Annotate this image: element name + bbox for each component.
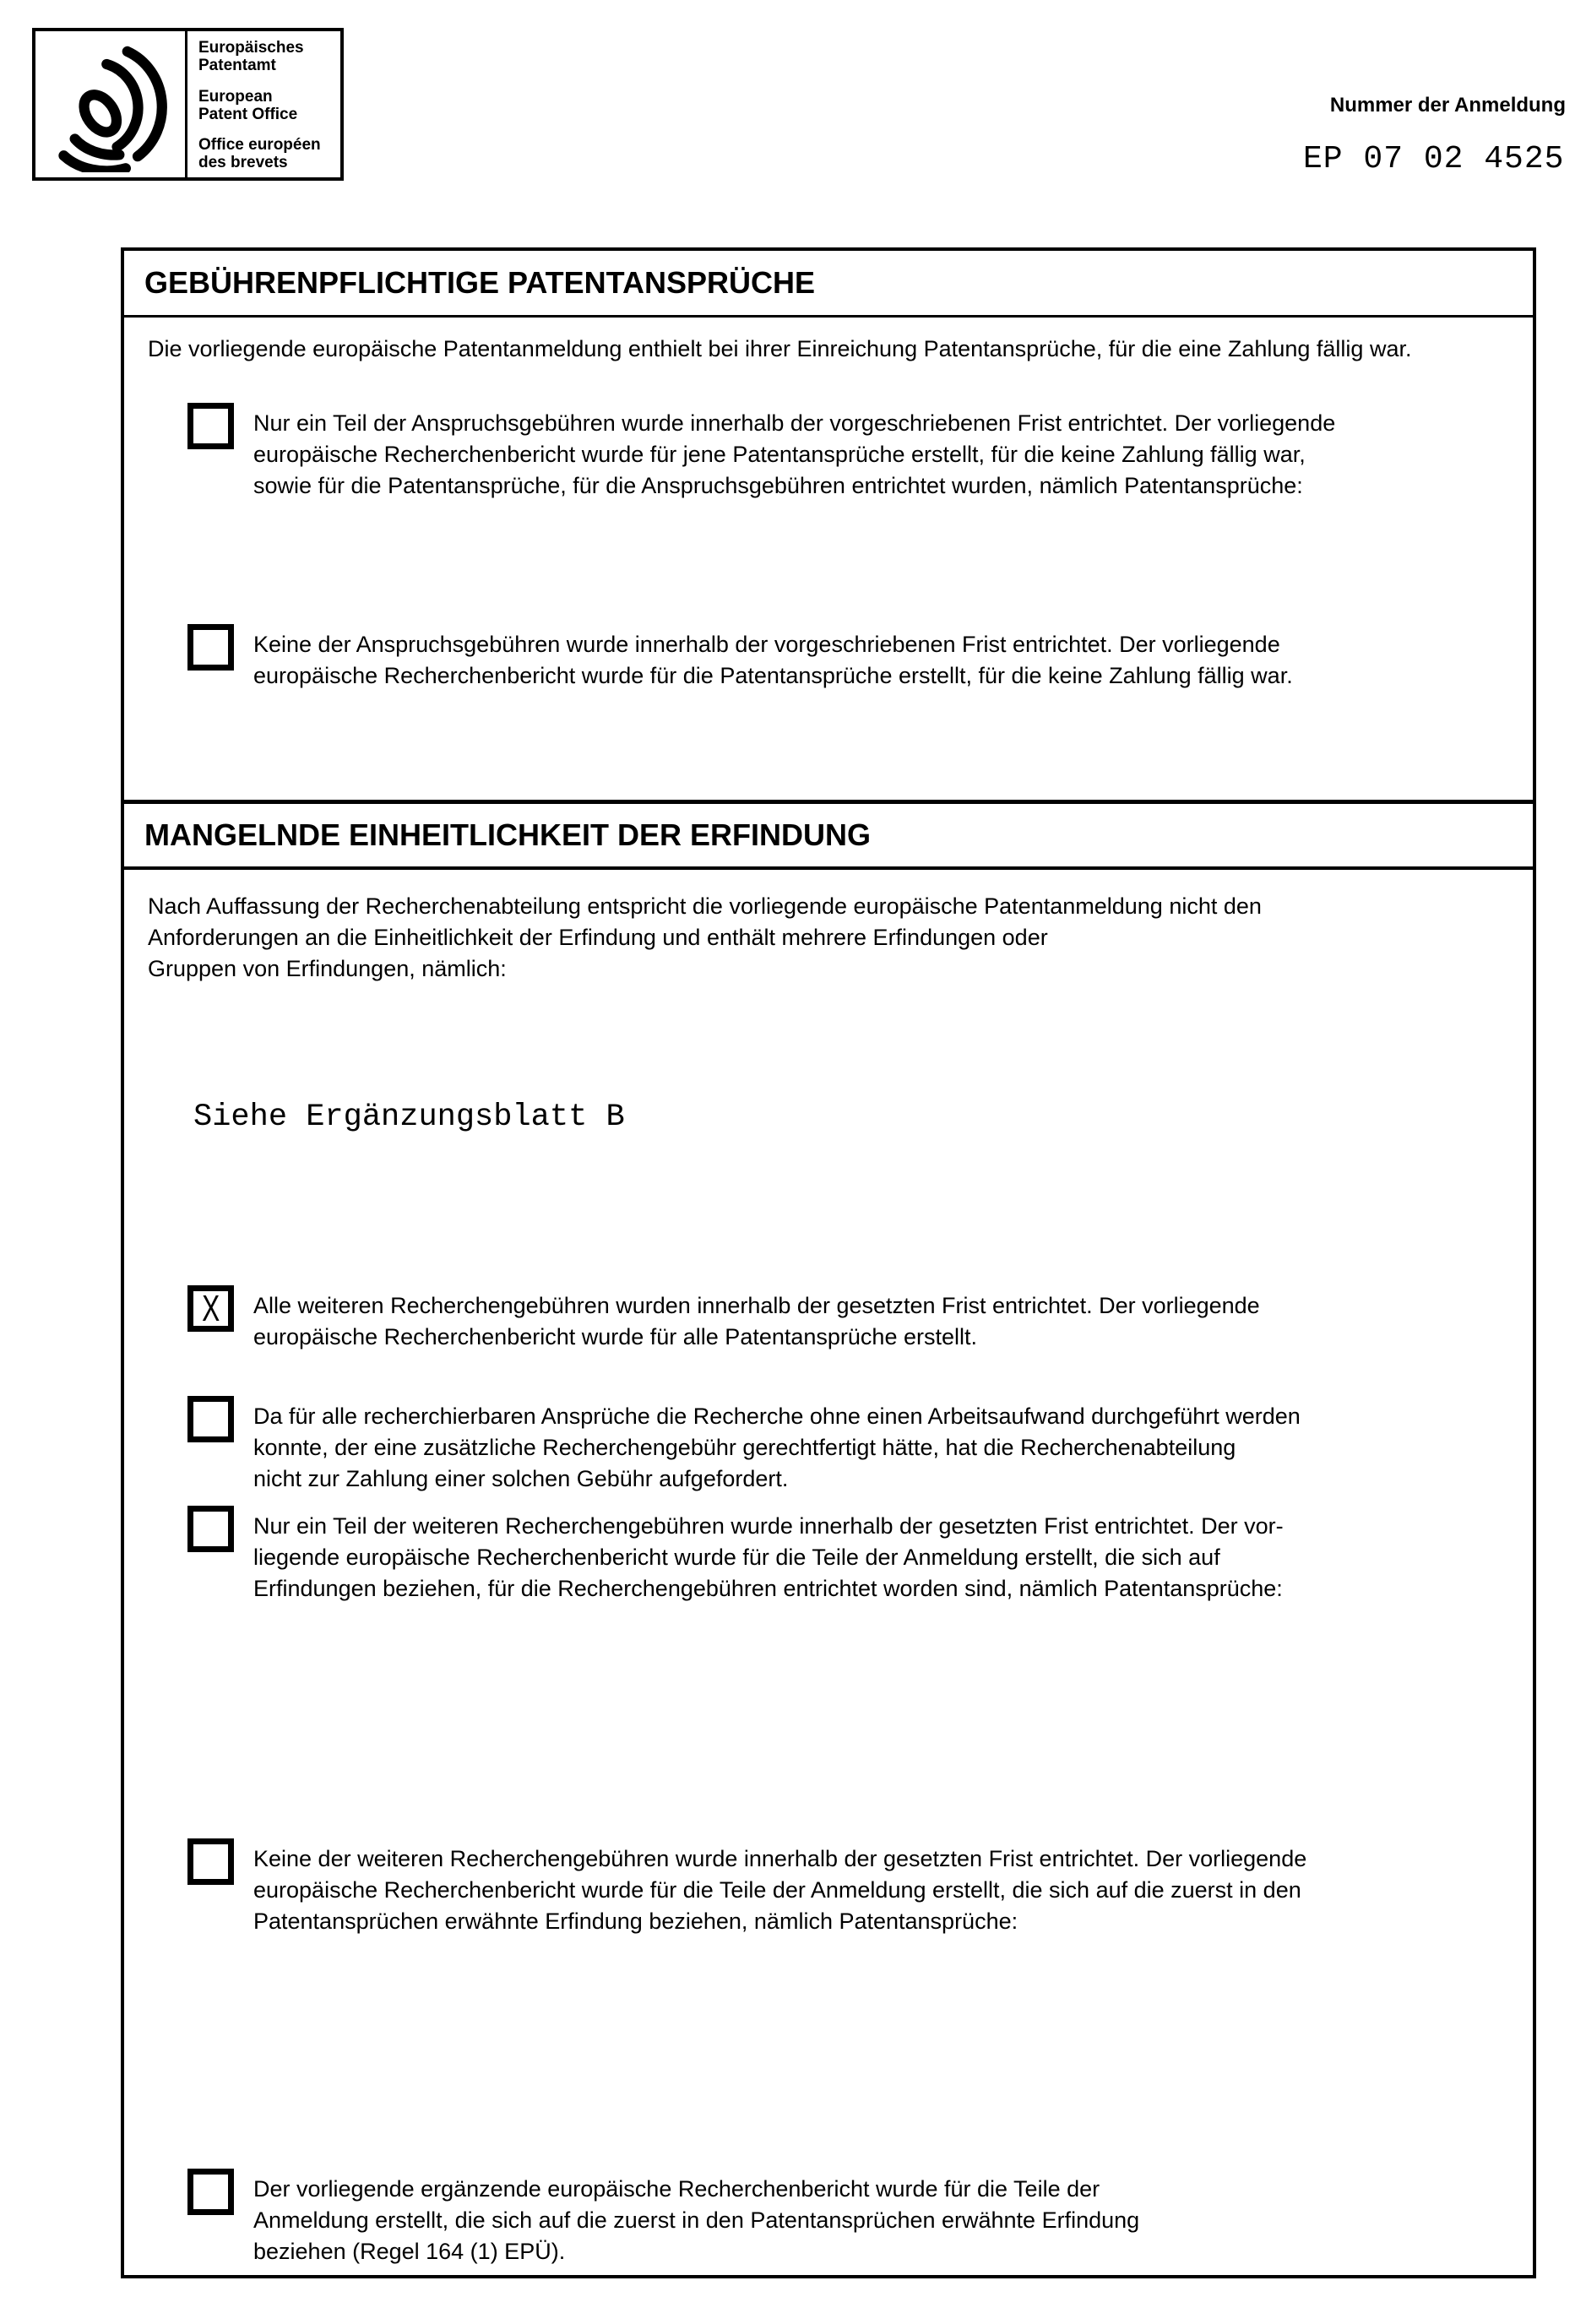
checkbox-row [187,1401,1492,1495]
checkbox-label: Alle weiteren Recherchengebühren wurden innerhalb der gesetzten Frist entrichtet. Der vorliegende europäische Recherchenbericht wurde für alle Patentansprüche erstellt. [253,1293,1260,1349]
form-box [121,247,1536,2278]
supplementary-sheet-note: Siehe Ergänzungsblatt B [193,1100,625,1135]
checkbox-mark-x: X [201,1287,220,1329]
checkbox-row [187,2174,1492,2267]
section-fees-title: GEBÜHRENPFLICHTIGE PATENTANSPRÜCHE [144,265,816,300]
section-unity-title: MANGELNDE EINHEITLICHKEIT DER ERFINDUNG [144,817,872,852]
logo-text-english: European Patent Office [198,87,298,123]
application-number-label: Nummer der Anmeldung [1329,94,1566,117]
checkbox-label: Nur ein Teil der Anspruchsgebühren wurde innerhalb der vorgeschriebenen Frist entrichtet. Der vorliegende europäische Recherchenbericht wurde für jene Patentansprüche erstellt, für die keine Zahlung fällig war, sowie für die Patentansprüche, für die Anspruchsgebühren entrichtet wurden, nämlich Patentansprüche: [253,410,1336,498]
checkbox-label: Keine der weiteren Recherchengebühren wurde innerhalb der gesetzten Frist entrichtet. Der vorliegende europäische Recherchenbericht wurde für die Teile der Anmeldung erstellt, die sich auf die zuerst in den Patentansprüchen erwähnte Erfindung beziehen, nämlich Patentansprüche: [253,1846,1307,1934]
epo-logo-text [187,31,340,177]
epo-logo-box [32,28,344,181]
section-unity-header [124,800,1533,870]
checkbox-supplementary-report-first-invention[interactable] [187,2169,234,2215]
logo-text-german: Europäisches Patentamt [198,39,304,74]
checkbox-label: Keine der Anspruchsgebühren wurde innerhalb der vorgeschriebenen Frist entrichtet. Der vorliegende europäische Recherchenbericht wurde für die Patentansprüche erstellt, für die keine Zahlung fällig war. [253,632,1293,688]
checkbox-no-additional-fee-requested[interactable] [187,1396,234,1442]
checkbox-row [187,1287,1492,1353]
checkbox-part-search-fees-paid[interactable] [187,1506,234,1552]
checkbox-part-claim-fees-paid[interactable] [187,403,234,449]
checkbox-row [187,408,1492,502]
checkbox-row [187,1843,1492,1937]
application-number-value: EP 07 02 4525 [1303,141,1565,177]
checkbox-label: Der vorliegende ergänzende europäische Recherchenbericht wurde für die Teile der Anmeldung erstellt, die sich auf die zuerst in den Patentansprüchen erwähnte Erfindung beziehen (Regel 164 (1) EPÜ). [253,2176,1140,2264]
logo-text-french: Office européen des brevets [198,136,321,171]
epo-logo-icon [35,31,187,177]
checkbox-label: Da für alle recherchierbaren Ansprüche die Recherche ohne einen Arbeitsaufwand durchgeführt werden konnte, der eine zusätzliche Recherchengebühr gerechtfertigt hätte, hat die Recherchenabteilung nicht zur Zahlung einer solchen Gebühr aufgefordert. [253,1404,1301,1491]
checkbox-no-claim-fees-paid[interactable] [187,624,234,671]
checkbox-row [187,629,1492,692]
checkbox-row [187,1511,1492,1605]
checkbox-label: Nur ein Teil der weiteren Recherchengebühren wurde innerhalb der gesetzten Frist entrichtet. Der vor- liegende europäische Recherchenbericht wurde für die Teile der Anmeldung erstellt, die sich auf Erfindungen beziehen, für die Recherchengebühren entrichtet worden sind, nämlich Patentansprüche: [253,1513,1284,1601]
section-fees-header [124,251,1533,318]
checkbox-no-search-fees-paid[interactable] [187,1838,234,1885]
checkbox-all-search-fees-paid[interactable] [187,1285,234,1332]
section-unity-intro: Nach Auffassung der Recherchenabteilung entspricht die vorliegende europäische Patentanmeldung nicht den Anforderungen an die Einheitlichkeit der Erfindung und enthält mehrere Erfindungen oder Gruppen von Erfindungen, nämlich: [148,893,1262,981]
section-fees-intro: Die vorliegende europäische Patentanmeldung enthielt bei ihrer Einreichung Patentansprüche, für die eine Zahlung fällig war. [148,336,1412,361]
